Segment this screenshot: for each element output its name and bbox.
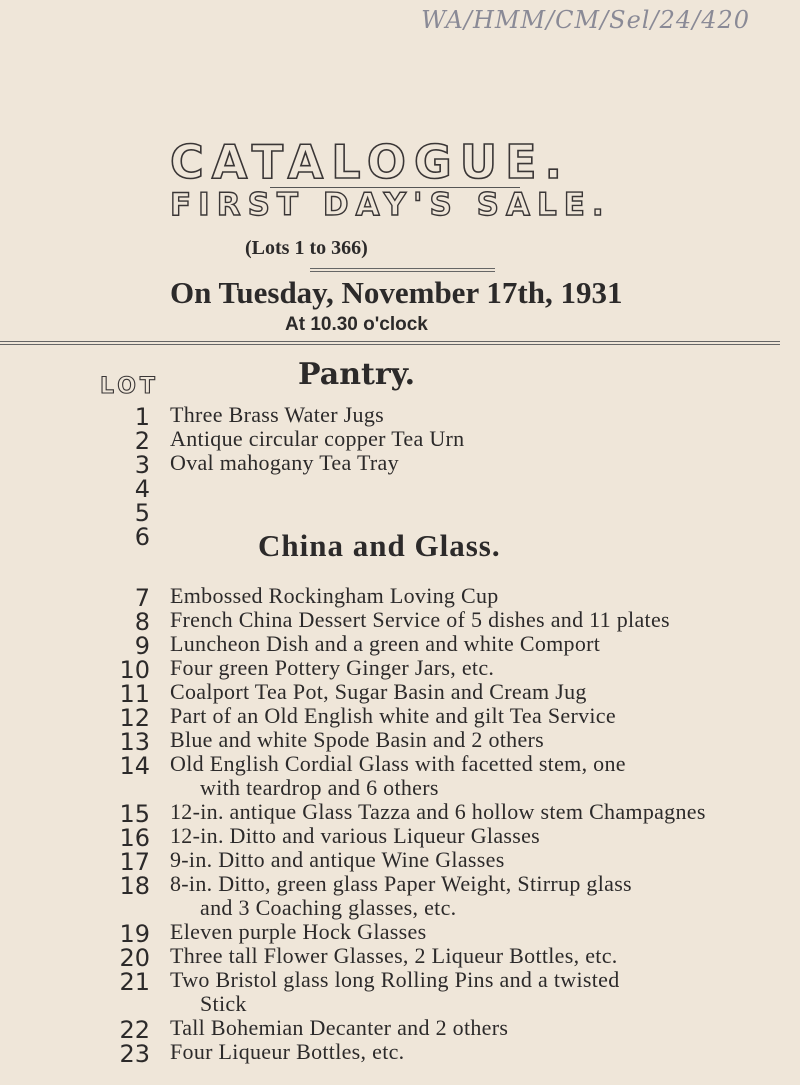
lot-number: 10 [119,656,150,684]
lot-description: Three tall Flower Glasses, 2 Liqueur Bottles, etc. [170,943,618,968]
lot-description: Four green Pottery Ginger Jars, etc. [170,655,495,680]
lot-column-label: LOT [100,374,159,399]
lot-number: 19 [119,920,150,948]
lot-number: 20 [119,944,150,972]
lot-description-continuation: Stick [200,991,247,1016]
lot-number: 23 [119,1040,150,1068]
lot-number: 14 [119,752,150,780]
lot-number: 7 [134,584,150,612]
lot-number: 16 [119,824,150,852]
lot-description: Three Brass Water Jugs [170,402,384,427]
lot-description-line: Two Bristol glass long Rolling Pins and a twisted [170,967,620,992]
lot-description: Eleven purple Hock Glasses [170,919,427,944]
lot-description: Luncheon Dish and a green and white Comport [170,631,601,656]
lot-number: 1 [134,403,150,431]
lot-number: 4 [134,475,150,503]
sale-date: On Tuesday, November 17th, 1931 [170,275,623,310]
lot-description: 12-in. antique Glass Tazza and 6 hollow stem Champagnes [170,799,706,824]
sale-time: At 10.30 o'clock [285,314,428,335]
lot-description [170,752,780,800]
lots-range: (Lots 1 to 366) [245,237,368,259]
lot-number: 13 [119,728,150,756]
lot-number: 17 [119,848,150,876]
lot-description: 12-in. Ditto and various Liqueur Glasses [170,823,541,848]
catalogue-title: CATALOGUE. [170,135,570,189]
section-title-china-glass: China and Glass. [258,528,501,563]
lot-number: 3 [134,451,150,479]
lot-number: 6 [134,523,150,551]
lot-description: Antique circular copper Tea Urn [170,426,465,451]
lot-number: 11 [119,680,150,708]
lot-description: 9-in. Ditto and antique Wine Glasses [170,847,505,872]
lot-number: 8 [134,608,150,636]
lot-description: Four Liqueur Bottles, etc. [170,1039,405,1064]
lot-description-continuation: with teardrop and 6 others [200,775,439,800]
sale-subtitle: FIRST DAY'S SALE. [170,187,611,223]
lot-description: Blue and white Spode Basin and 2 others [170,727,545,752]
lot-description: Part of an Old English white and gilt Tea Service [170,703,616,728]
lot-number: 12 [119,704,150,732]
lot-description: French China Dessert Service of 5 dishes and 11 plates [170,607,670,632]
handwritten-reference: WA/HMM/CM/Sel/24/420 [421,6,750,34]
lot-number: 5 [134,499,150,527]
lot-description: Oval mahogany Tea Tray [170,450,399,475]
lot-description-continuation: and 3 Coaching glasses, etc. [200,895,457,920]
lot-number: 18 [119,872,150,900]
lot-description: Coalport Tea Pot, Sugar Basin and Cream Jug [170,679,587,704]
header-divider [0,341,780,345]
section-title-pantry: Pantry. [298,357,416,392]
lot-number: 22 [119,1016,150,1044]
lots-rule [310,268,495,272]
lot-number: 21 [119,968,150,996]
lot-description: Embossed Rockingham Loving Cup [170,583,499,608]
lot-description: Tall Bohemian Decanter and 2 others [170,1015,509,1040]
lot-number: 9 [134,632,150,660]
lot-description [170,968,780,1016]
lot-description-line: Old English Cordial Glass with facetted stem, one [170,751,626,776]
lot-number: 15 [119,800,150,828]
lot-description [170,872,780,920]
lot-number: 2 [134,427,150,455]
lot-description-line: 8-in. Ditto, green glass Paper Weight, Stirrup glass [170,871,632,896]
